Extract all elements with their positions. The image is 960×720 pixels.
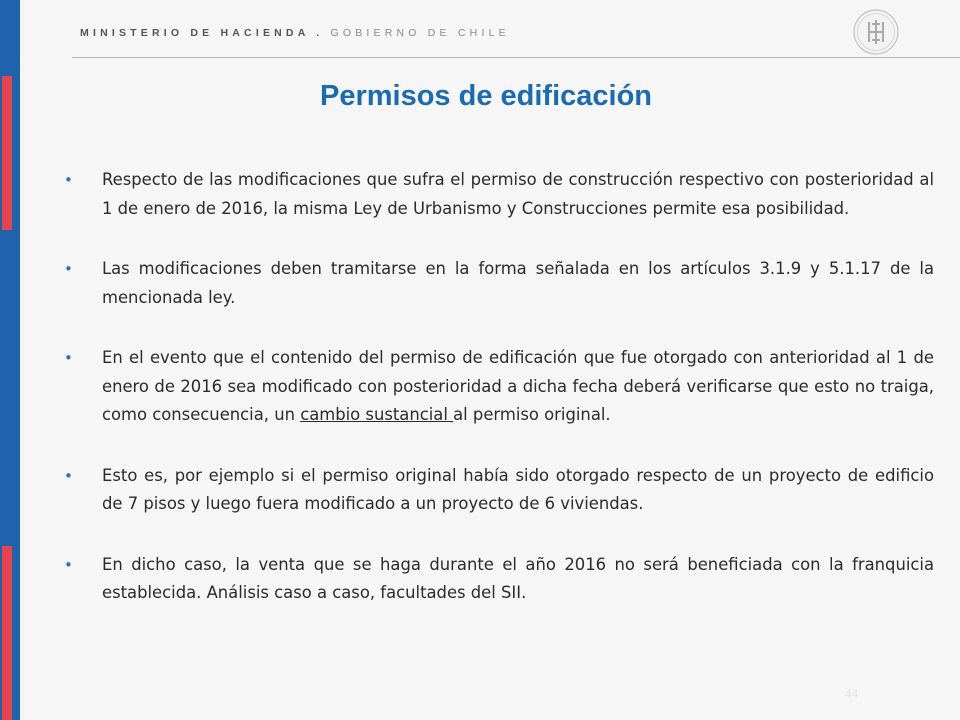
- bullet-item-4: [60, 462, 934, 519]
- underlined-term: cambio sustancial: [300, 405, 454, 424]
- bullet-text-after: al permiso original.: [453, 405, 611, 424]
- bullet-text: En dicho caso, la venta que se haga durante el año 2016 no será beneficiada con la franquicia establecida. Análisis caso a caso, facultades del SII.: [102, 554, 934, 602]
- header-rule: [72, 57, 960, 58]
- bullet-item-5: [60, 551, 934, 608]
- header-government: GOBIERNO DE CHILE: [330, 27, 510, 39]
- header-ministry: MINISTERIO DE HACIENDA: [80, 27, 310, 39]
- page-number: 44: [845, 687, 859, 701]
- bullet-dot: •: [64, 260, 73, 278]
- bullet-dot: •: [64, 466, 73, 485]
- bullet-text: Esto es, por ejemplo si el permiso original había sido otorgado respecto de un proyecto de edificio de 7 pisos y luego fuera modificado a un proyecto de 6 viviendas.: [102, 465, 934, 513]
- hacienda-emblem-icon: [852, 8, 900, 56]
- bullet-text: Respecto de las modificaciones que sufra el permiso de construcción respectivo con posterioridad al 1 de enero de 2016, la misma Ley de Urbanismo y Construcciones permite esa posibilidad.: [102, 170, 934, 218]
- header-ministry-text: [80, 27, 510, 39]
- bullet-text: Las modificaciones deben tramitarse en la forma señalada en los artículos 3.1.9 y 5.1.17 de la mencionada ley.: [102, 259, 934, 307]
- bullet-text-before: En el evento que el contenido del permiso de edificación que fue otorgado con anterioridad al 1 de enero de 2016 sea modificado con posterioridad a dicha fecha deberá verificarse que esto no traiga, como consecuencia, un: [102, 348, 934, 424]
- bullet-item-1: [60, 166, 934, 223]
- bullet-dot: •: [64, 171, 73, 189]
- header-separator: .: [309, 27, 331, 39]
- bullet-list: [60, 166, 934, 608]
- bullet-item-3: [60, 344, 934, 430]
- side-band-red-bottom: [2, 546, 12, 720]
- bullet-dot: •: [64, 555, 73, 574]
- slide-title: Permisos de edificación: [319, 80, 652, 112]
- bullet-dot: •: [64, 349, 73, 367]
- bullet-item-2: [60, 255, 934, 312]
